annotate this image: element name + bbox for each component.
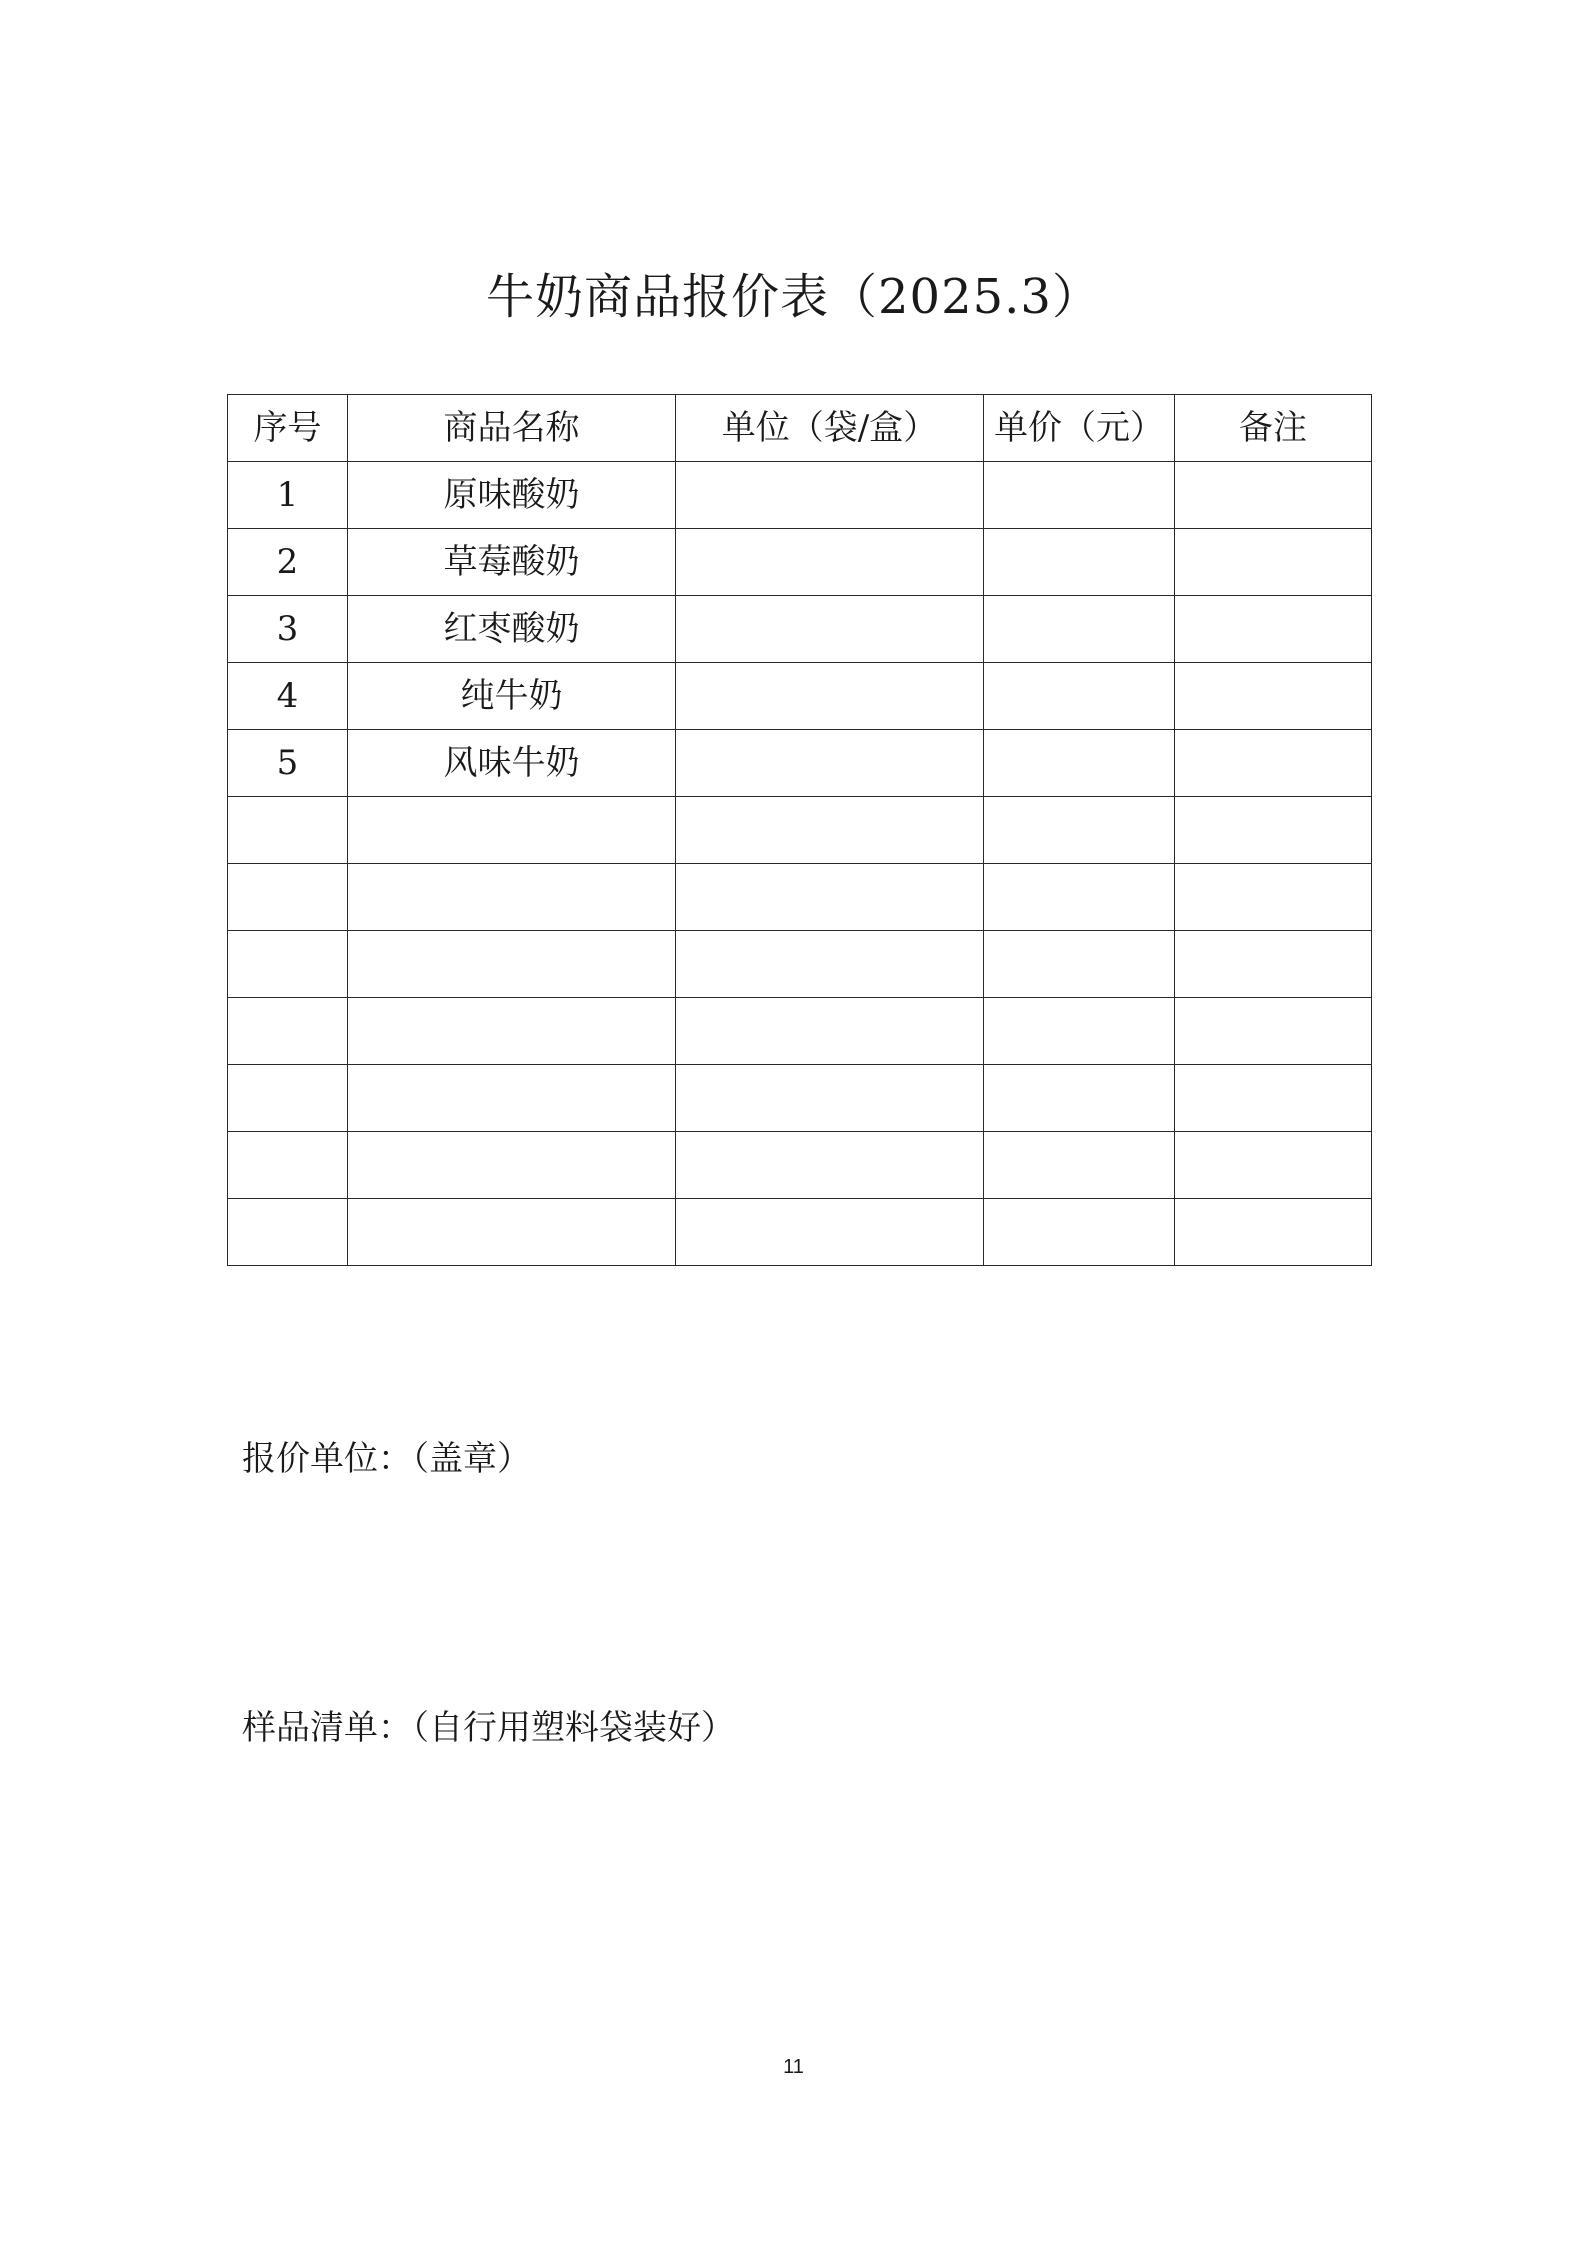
table-row	[228, 1065, 1372, 1132]
cell-unit	[676, 797, 984, 864]
cell-seq	[228, 1132, 348, 1199]
cell-unit-price	[984, 1065, 1175, 1132]
cell-seq	[228, 998, 348, 1065]
cell-remarks	[1175, 730, 1372, 797]
cell-product-name: 原味酸奶	[348, 462, 676, 529]
cell-unit-price	[984, 797, 1175, 864]
cell-unit	[676, 998, 984, 1065]
quote-unit-label: 报价单位：（盖章）	[242, 1439, 531, 1479]
cell-unit	[676, 529, 984, 596]
cell-product-name: 纯牛奶	[348, 663, 676, 730]
cell-seq: 4	[228, 663, 348, 730]
page-number: 11	[783, 2056, 804, 2078]
cell-unit	[676, 1065, 984, 1132]
cell-remarks	[1175, 663, 1372, 730]
page-title: 牛奶商品报价表（2025.3）	[486, 269, 1101, 325]
cell-product-name: 草莓酸奶	[348, 529, 676, 596]
header-unit: 单位（袋/盒）	[676, 395, 984, 462]
cell-seq	[228, 1065, 348, 1132]
header-seq: 序号	[228, 395, 348, 462]
cell-product-name	[348, 797, 676, 864]
table-row	[228, 864, 1372, 931]
cell-remarks	[1175, 1065, 1372, 1132]
cell-unit-price	[984, 864, 1175, 931]
cell-unit-price	[984, 663, 1175, 730]
table-row	[228, 931, 1372, 998]
table-row	[228, 596, 1372, 663]
cell-product-name	[348, 864, 676, 931]
cell-unit	[676, 730, 984, 797]
cell-unit-price	[984, 1199, 1175, 1266]
price-quote-table	[227, 394, 1372, 1266]
table-header-row	[228, 395, 1372, 462]
table-row	[228, 1132, 1372, 1199]
cell-unit-price	[984, 730, 1175, 797]
cell-unit-price	[984, 1132, 1175, 1199]
cell-product-name: 风味牛奶	[348, 730, 676, 797]
cell-seq: 1	[228, 462, 348, 529]
cell-seq: 5	[228, 730, 348, 797]
cell-remarks	[1175, 462, 1372, 529]
cell-unit	[676, 1132, 984, 1199]
cell-remarks	[1175, 998, 1372, 1065]
cell-unit-price	[984, 529, 1175, 596]
cell-unit-price	[984, 462, 1175, 529]
cell-unit-price	[984, 998, 1175, 1065]
cell-product-name: 红枣酸奶	[348, 596, 676, 663]
cell-product-name	[348, 1132, 676, 1199]
table-row	[228, 462, 1372, 529]
cell-seq	[228, 797, 348, 864]
cell-product-name	[348, 998, 676, 1065]
cell-remarks	[1175, 864, 1372, 931]
cell-unit	[676, 663, 984, 730]
cell-seq: 3	[228, 596, 348, 663]
cell-product-name	[348, 1199, 676, 1266]
cell-unit-price	[984, 596, 1175, 663]
cell-remarks	[1175, 1199, 1372, 1266]
cell-unit	[676, 931, 984, 998]
cell-unit	[676, 596, 984, 663]
header-remarks: 备注	[1175, 395, 1372, 462]
table-row	[228, 998, 1372, 1065]
table-row	[228, 663, 1372, 730]
table-row	[228, 730, 1372, 797]
cell-product-name	[348, 1065, 676, 1132]
cell-remarks	[1175, 797, 1372, 864]
table-row	[228, 797, 1372, 864]
cell-seq	[228, 864, 348, 931]
cell-unit	[676, 864, 984, 931]
cell-remarks	[1175, 596, 1372, 663]
header-product-name: 商品名称	[348, 395, 676, 462]
table-row	[228, 1199, 1372, 1266]
cell-seq: 2	[228, 529, 348, 596]
cell-remarks	[1175, 1132, 1372, 1199]
cell-product-name	[348, 931, 676, 998]
header-unit-price: 单价（元）	[984, 395, 1175, 462]
cell-remarks	[1175, 529, 1372, 596]
cell-seq	[228, 1199, 348, 1266]
cell-unit-price	[984, 931, 1175, 998]
cell-seq	[228, 931, 348, 998]
cell-unit	[676, 462, 984, 529]
sample-list-label: 样品清单：（自行用塑料袋装好）	[242, 1708, 735, 1748]
cell-remarks	[1175, 931, 1372, 998]
cell-unit	[676, 1199, 984, 1266]
table-row	[228, 529, 1372, 596]
